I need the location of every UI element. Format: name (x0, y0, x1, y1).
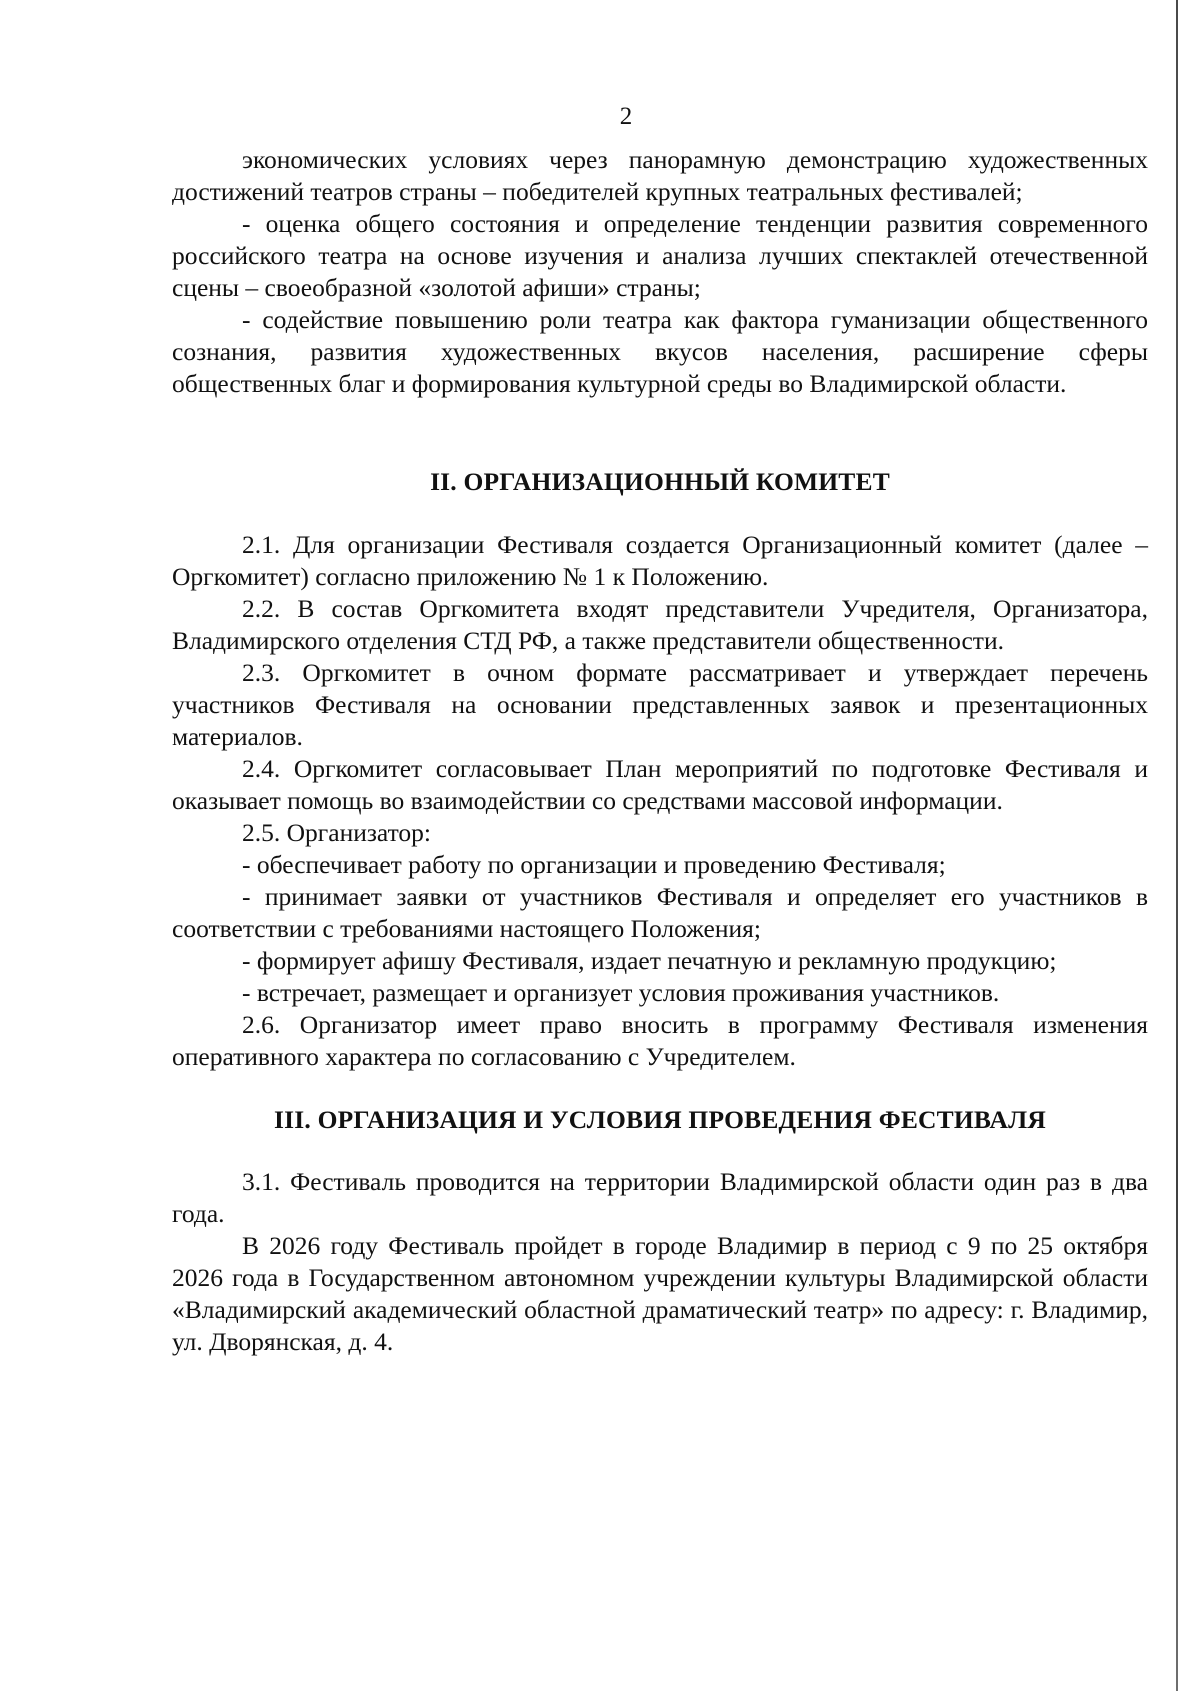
section-3-paragraph-3-1: 3.1. Фестиваль проводится на территории Владимирской области один раз в два года. (172, 1167, 1148, 1228)
section-2-list-item-3: - формирует афишу Фестиваля, издает печатную и рекламную продукцию; (242, 946, 1057, 975)
section-3-paragraph-2026: В 2026 году Фестиваль пройдет в городе Владимир в период с 9 по 25 октября 2026 года в Государственном автономном учреждении культуры Владимирской области «Владимирский академический областной драматический театр» по адресу: г. Владимир, ул. Дворянская, д. 4. (172, 1231, 1148, 1356)
document-body (172, 144, 1148, 1358)
section-2-list-item-4: - встречает, размещает и организует условия проживания участников. (242, 978, 1000, 1007)
intro-paragraph-2: - оценка общего состояния и определение тенденции развития современного российского театра на основе изучения и анализа лучших спектаклей отечественной сцены – своеобразной «золотой афиши» страны; (172, 209, 1148, 302)
intro-paragraph-1: экономических условиях через панорамную демонстрацию художественных достижений театров страны – победителей крупных театральных фестивалей; (172, 145, 1148, 206)
section-2-paragraph-2-4: 2.4. Оргкомитет согласовывает План мероприятий по подготовке Фестиваля и оказывает помощь во взаимодействии со средствами массовой информации. (172, 754, 1148, 815)
section-2-paragraph-2-5: 2.5. Организатор: (242, 818, 431, 847)
section-2-paragraph-2-2: 2.2. В состав Оргкомитета входят представители Учредителя, Организатора, Владимирского отделения СТД РФ, а также представители общественности. (172, 594, 1148, 655)
section-2-list-item-2: - принимает заявки от участников Фестиваля и определяет его участников в соответствии с требованиями настоящего Положения; (172, 882, 1148, 943)
intro-paragraph-3: - содействие повышению роли театра как фактора гуманизации общественного сознания, развития художественных вкусов населения, расширение сферы общественных благ и формирования культурной среды во Владимирской области. (172, 305, 1148, 398)
section-3-title: III. ОРГАНИЗАЦИЯ И УСЛОВИЯ ПРОВЕДЕНИЯ ФЕСТИВАЛЯ (274, 1105, 1046, 1134)
scan-border-line (1176, 0, 1178, 1691)
section-2-list-item-1: - обеспечивает работу по организации и проведению Фестиваля; (242, 850, 946, 879)
section-2-paragraph-2-3: 2.3. Оргкомитет в очном формате рассматривает и утверждает перечень участников Фестиваля на основании представленных заявок и презентационных материалов. (172, 658, 1148, 751)
section-2-paragraph-2-1: 2.1. Для организации Фестиваля создается Организационный комитет (далее – Оргкомитет) согласно приложению № 1 к Положению. (172, 530, 1148, 591)
page-number: 2 (619, 103, 633, 130)
section-2-paragraph-2-6: 2.6. Организатор имеет право вносить в программу Фестиваля изменения оперативного характера по согласованию с Учредителем. (172, 1010, 1148, 1071)
section-2-title: II. ОРГАНИЗАЦИОННЫЙ КОМИТЕТ (430, 467, 890, 496)
